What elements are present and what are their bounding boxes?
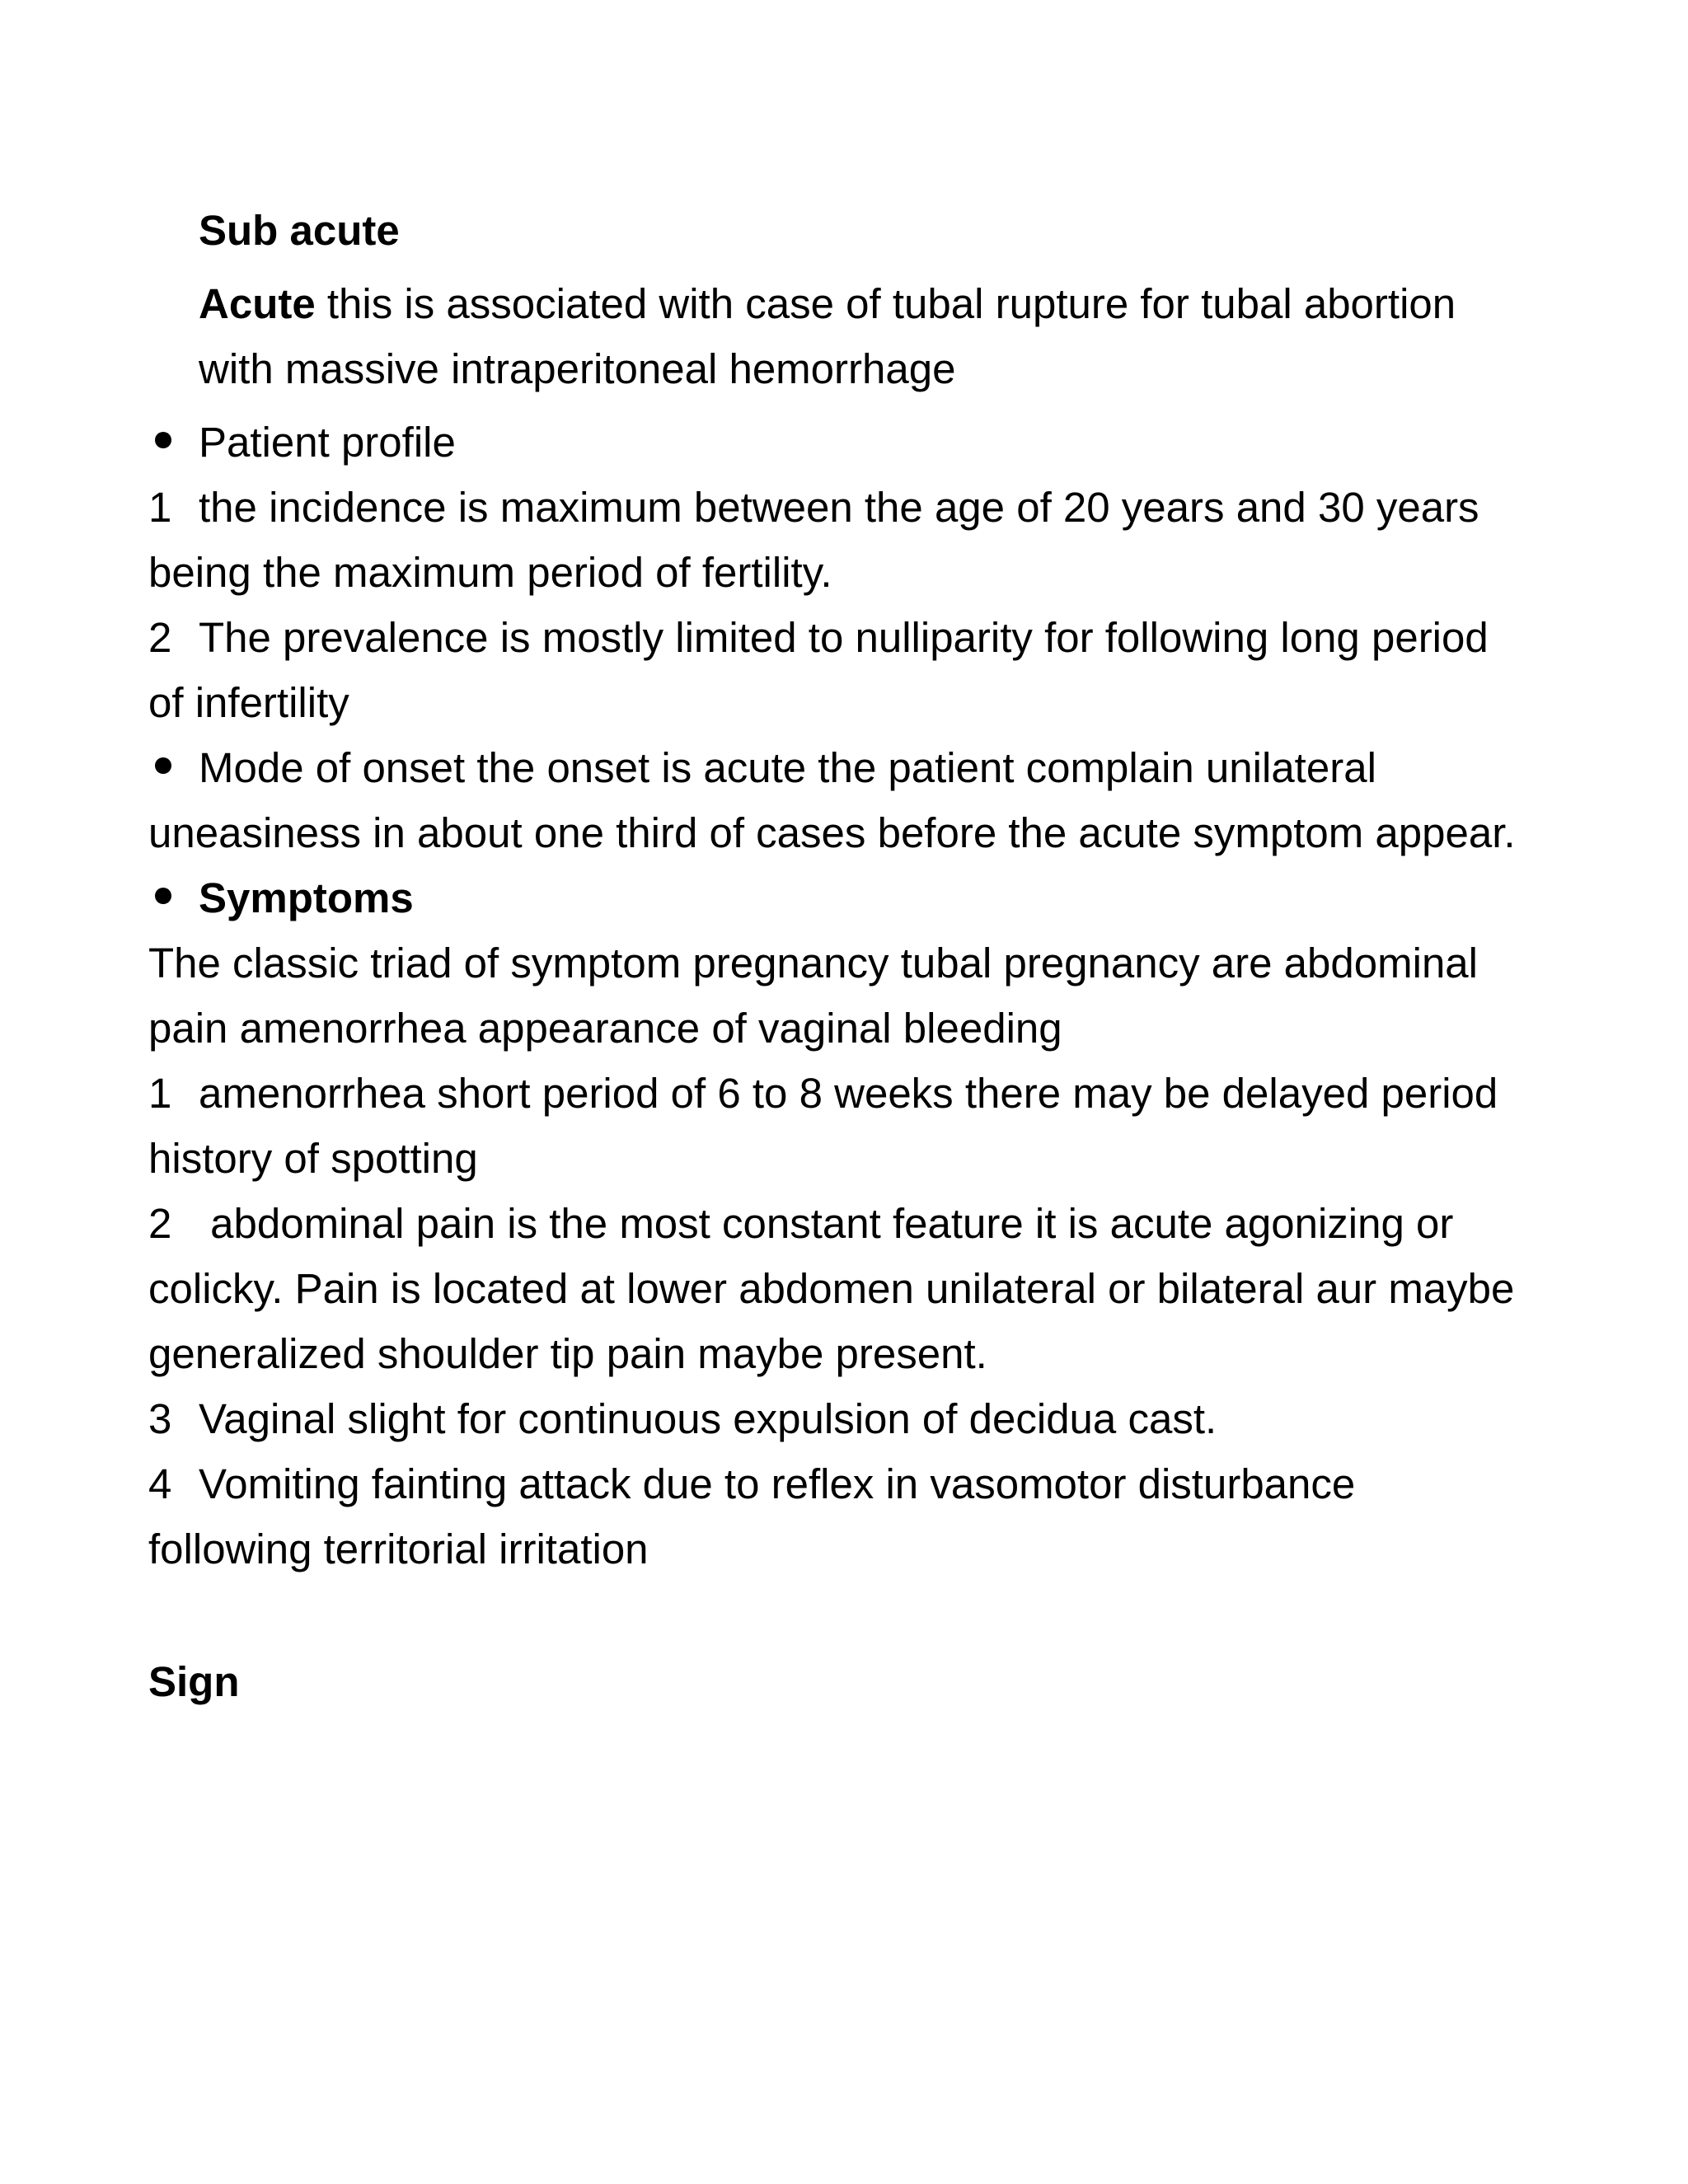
acute-label: Acute xyxy=(199,280,316,327)
symptom-item xyxy=(148,1191,1517,1386)
symptom-item xyxy=(148,1451,1517,1582)
symptoms-intro: The classic triad of symptom pregnancy tubal pregnancy are abdominal pain amenorrhea appearance of vaginal bleeding xyxy=(148,940,1478,1052)
sign-heading: Sign xyxy=(148,1658,240,1705)
profile-item-number: 2 xyxy=(148,614,172,661)
acute-paragraph xyxy=(148,271,1517,401)
symptoms-bullet xyxy=(148,865,1517,930)
sub-acute-heading: Sub acute xyxy=(199,207,400,254)
profile-item xyxy=(148,475,1517,605)
patient-profile-heading: Patient profile xyxy=(199,419,456,466)
symptom-item-number: 3 xyxy=(148,1395,172,1442)
mode-of-onset-text: Mode of onset the onset is acute the patient complain unilateral uneasiness in about one third of cases before the acute symptom appear. xyxy=(148,744,1516,856)
document-body xyxy=(148,198,1517,1714)
mode-of-onset-paragraph xyxy=(148,735,1517,865)
symptoms-heading: Symptoms xyxy=(199,874,414,921)
profile-item-text: the incidence is maximum between the age of 20 years and 30 years being the maximum period of fertility. xyxy=(148,484,1479,596)
symptom-item-text: Vaginal slight for continuous expulsion of decidua cast. xyxy=(199,1395,1217,1442)
symptom-item-text: amenorrhea short period of 6 to 8 weeks there may be delayed period history of spotting xyxy=(148,1070,1498,1182)
acute-text: this is associated with case of tubal rupture for tubal abortion with massive intraperitoneal hemorrhage xyxy=(199,280,1456,392)
symptom-item-text: abdominal pain is the most constant feature it is acute agonizing or colicky. Pain is located at lower abdomen unilateral or bilateral aur maybe generalized shoulder tip pain maybe present. xyxy=(148,1200,1515,1377)
profile-item-number: 1 xyxy=(148,484,172,531)
symptom-item xyxy=(148,1061,1517,1191)
symptom-item-text: Vomiting fainting attack due to reflex in vasomotor disturbance following territorial irritation xyxy=(148,1460,1356,1572)
symptom-item-number: 1 xyxy=(148,1070,172,1117)
patient-profile-bullet xyxy=(148,410,1517,475)
symptom-item-number: 2 xyxy=(148,1200,172,1247)
symptom-item xyxy=(148,1386,1517,1451)
symptom-item-number: 4 xyxy=(148,1460,172,1507)
profile-item xyxy=(148,605,1517,735)
profile-item-text: The prevalence is mostly limited to nulliparity for following long period of infertility xyxy=(148,614,1489,726)
